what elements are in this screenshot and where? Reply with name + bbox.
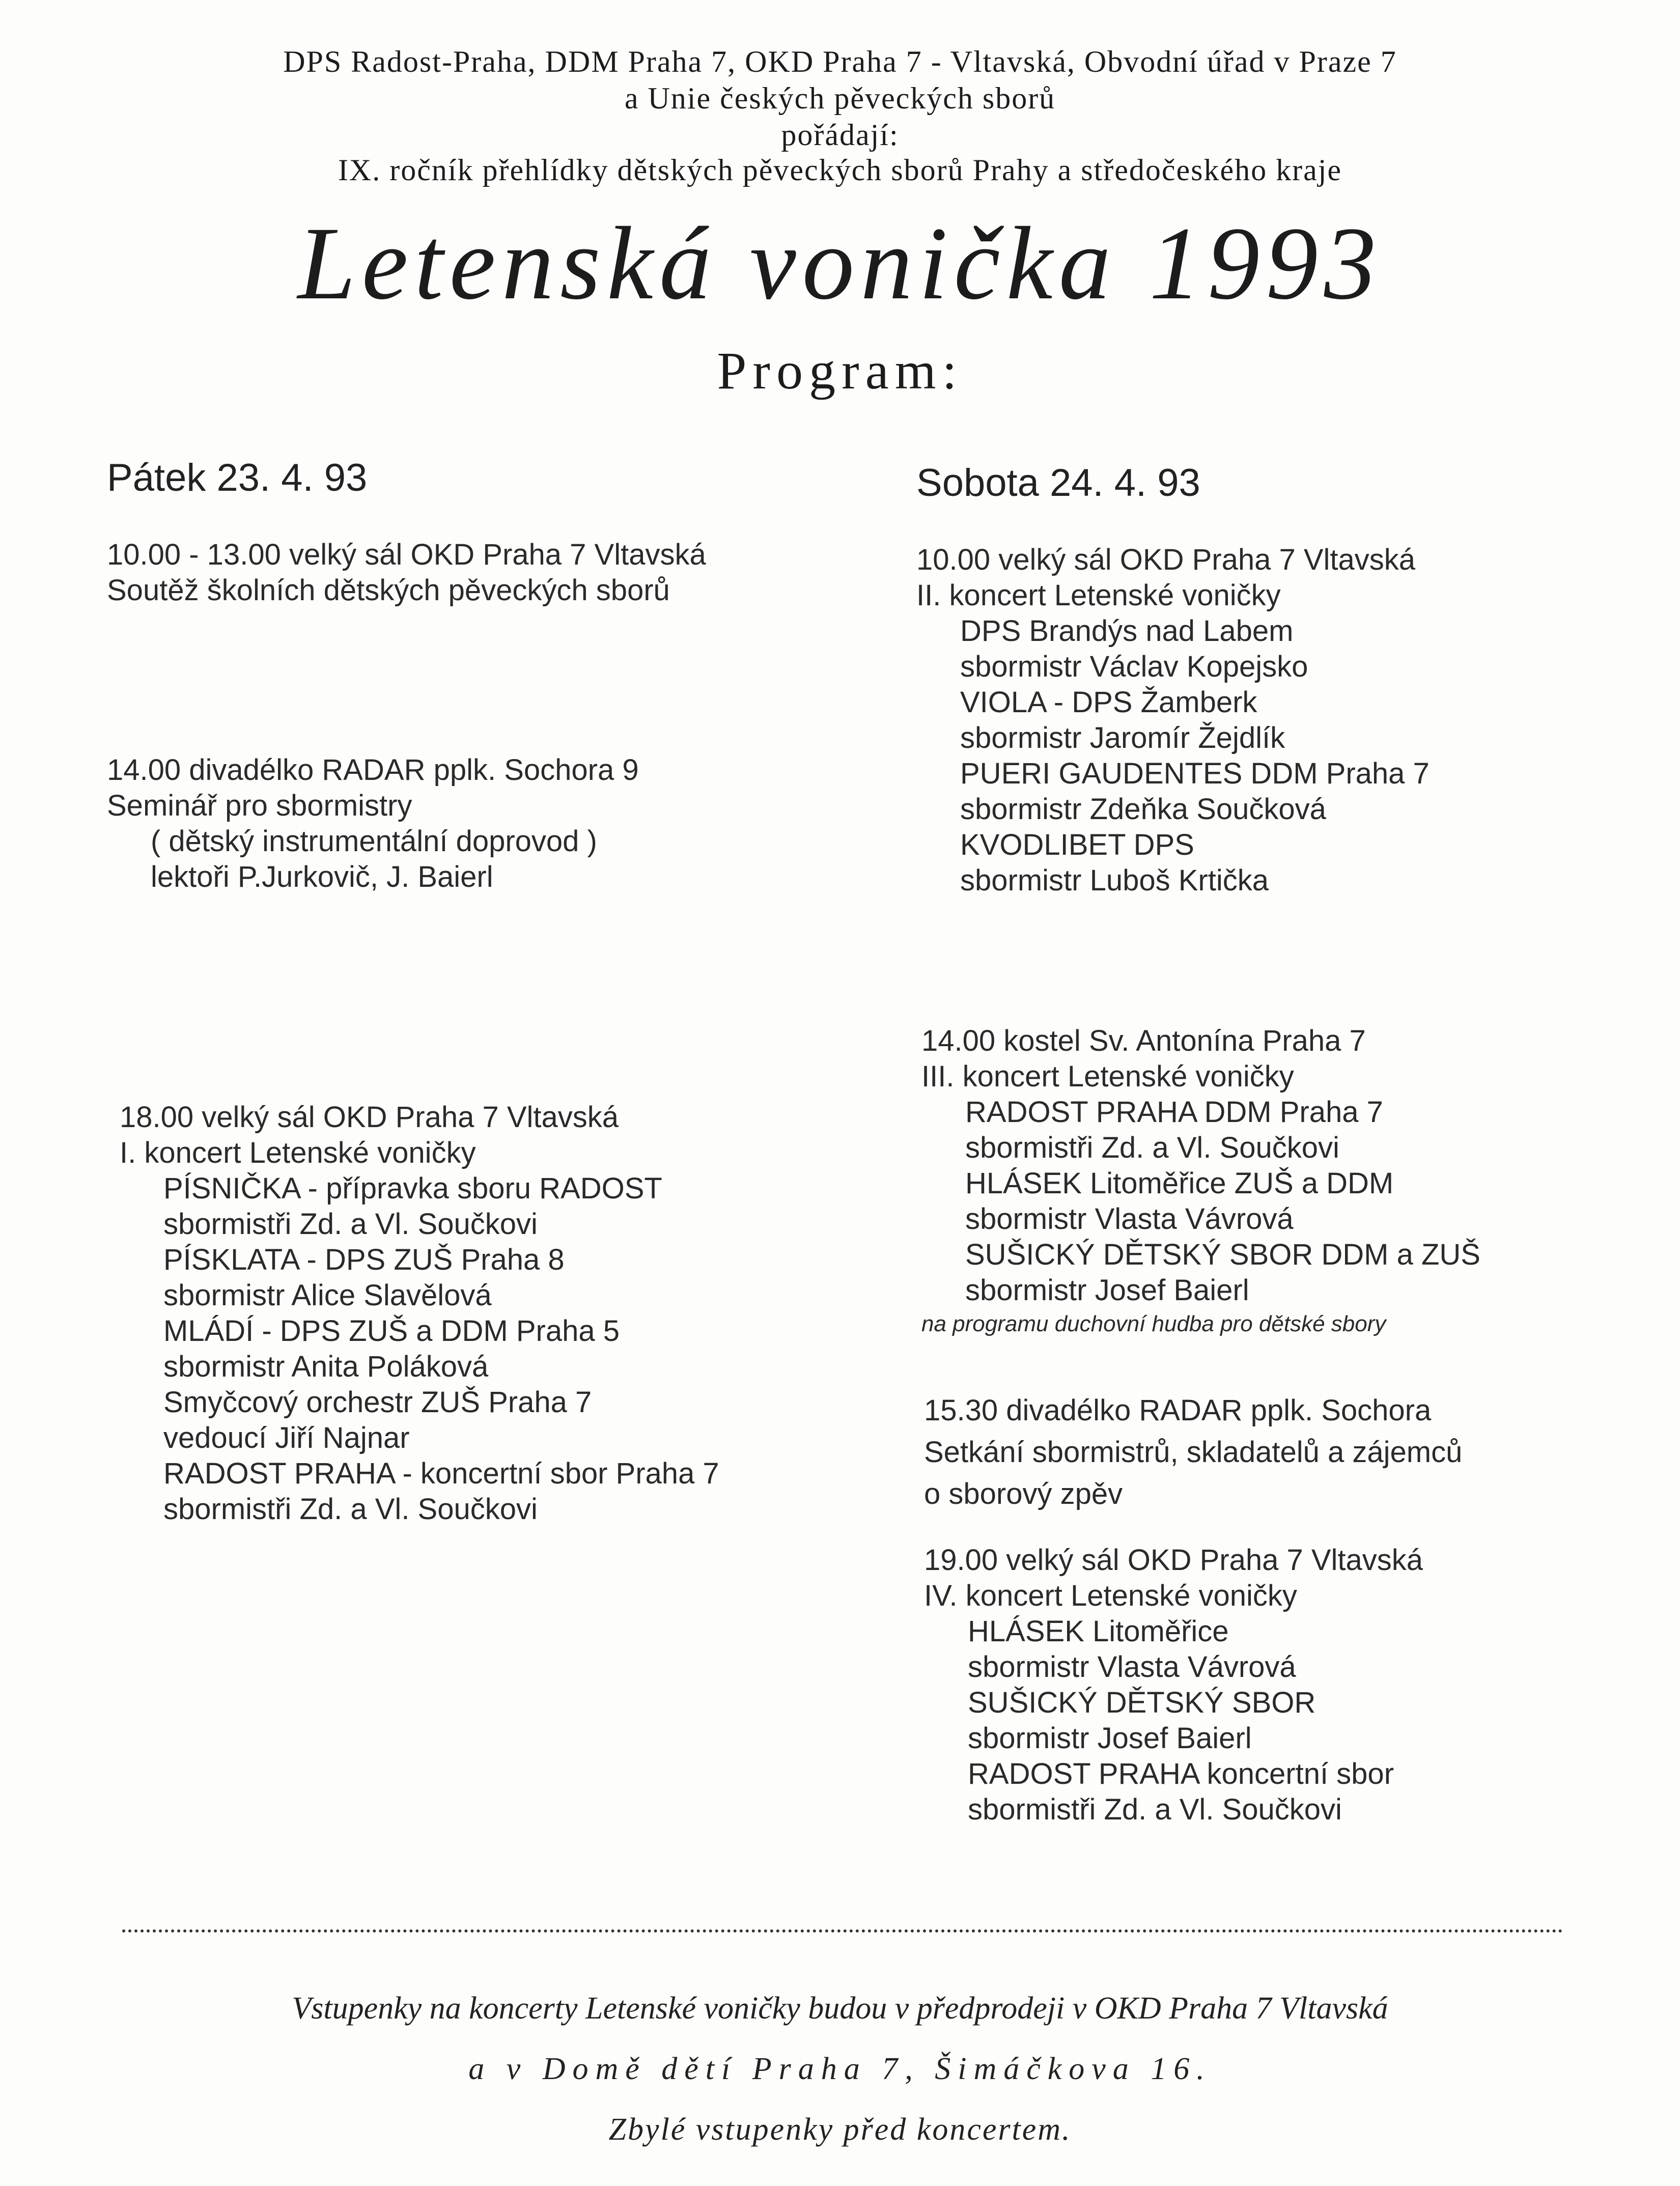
page-title: Letenská vonička 1993 xyxy=(297,206,1383,321)
saturday-concert-4 xyxy=(924,1543,1423,1828)
dotted-divider xyxy=(122,1929,1563,1932)
organizers-line: DPS Radost-Praha, DDM Praha 7, OKD Praha 7 - Vltavská, Obvodní úřad v Praze 7 xyxy=(283,45,1397,78)
ticket-info-line: Vstupenky na koncerty Letenské voničky budou v předprodeji v OKD Praha 7 Vltavská xyxy=(292,1991,1388,2026)
performer-line: sbormistr Josef Baierl xyxy=(968,1722,1252,1755)
performer-line: sbormistři Zd. a Vl. Součkovi xyxy=(163,1493,538,1526)
friday-competition xyxy=(107,537,706,608)
event-time-place: 10.00 - 13.00 velký sál OKD Praha 7 Vltavská xyxy=(107,538,706,571)
event-time-place: 10.00 velký sál OKD Praha 7 Vltavská xyxy=(916,543,1416,576)
performer-line: HLÁSEK Litoměřice xyxy=(968,1615,1229,1648)
organizers-verb: pořádají: xyxy=(781,118,899,152)
performer-line: KVODLIBET DPS xyxy=(960,828,1194,861)
event-time-place: 14.00 kostel Sv. Antonína Praha 7 xyxy=(921,1024,1366,1057)
edition-line: IX. ročník přehlídky dětských pěveckých sborů Prahy a středočeského kraje xyxy=(338,153,1342,187)
performer-line: sbormistr Jaromír Žejdlík xyxy=(960,721,1285,754)
performer-line: VIOLA - DPS Žamberk xyxy=(960,686,1257,719)
saturday-heading: Sobota 24. 4. 93 xyxy=(916,461,1200,505)
program-label: Program: xyxy=(717,342,963,400)
event-title: Seminář pro sbormistry xyxy=(107,789,412,822)
performer-line: RADOST PRAHA - koncertní sbor Praha 7 xyxy=(163,1457,719,1490)
event-time-place: 14.00 divadélko RADAR pplk. Sochora 9 xyxy=(107,753,639,787)
event-title: Setkání sbormistrů, skladatelů a zájemců xyxy=(924,1436,1463,1469)
saturday-meeting xyxy=(924,1390,1462,1515)
performer-line: HLÁSEK Litoměřice ZUŠ a DDM xyxy=(965,1167,1394,1200)
saturday-concert-2 xyxy=(916,542,1430,899)
seminar-topic: ( dětský instrumentální doprovod ) xyxy=(151,825,597,858)
performer-line: sbormistr Anita Poláková xyxy=(163,1350,489,1383)
performer-line: sbormistr Václav Kopejsko xyxy=(960,650,1308,683)
performer-line: PÍSKLATA - DPS ZUŠ Praha 8 xyxy=(163,1243,565,1276)
performer-line: SUŠICKÝ DĚTSKÝ SBOR DDM a ZUŠ xyxy=(965,1238,1480,1271)
performer-line: RADOST PRAHA DDM Praha 7 xyxy=(965,1096,1383,1129)
performer-line: sbormistři Zd. a Vl. Součkovi xyxy=(163,1208,538,1241)
performer-line: PUERI GAUDENTES DDM Praha 7 xyxy=(960,757,1430,790)
friday-concert-1 xyxy=(120,1100,719,1527)
event-time-place: 18.00 velký sál OKD Praha 7 Vltavská xyxy=(120,1101,619,1134)
friday-heading: Pátek 23. 4. 93 xyxy=(107,456,368,499)
seminar-lecturers: lektoři P.Jurkovič, J. Baierl xyxy=(151,860,493,893)
performer-line: vedoucí Jiří Najnar xyxy=(163,1421,410,1454)
event-time-place: 19.00 velký sál OKD Praha 7 Vltavská xyxy=(924,1544,1423,1577)
performer-line: sbormistři Zd. a Vl. Součkovi xyxy=(968,1793,1342,1826)
performer-line: sbormistři Zd. a Vl. Součkovi xyxy=(965,1131,1339,1164)
ticket-info-line: Zbylé vstupenky před koncertem. xyxy=(608,2112,1072,2147)
organizers-line-2: a Unie českých pěveckých sborů xyxy=(624,81,1056,115)
event-title: II. koncert Letenské voničky xyxy=(916,579,1281,612)
friday-seminar xyxy=(107,752,639,895)
performer-line: PÍSNIČKA - přípravka sboru RADOST xyxy=(163,1172,662,1205)
saturday-concert-3 xyxy=(921,1023,1480,1340)
ticket-info xyxy=(0,1991,1680,2172)
performer-line: RADOST PRAHA koncertní sbor xyxy=(968,1757,1394,1790)
performer-line: sbormistr Vlasta Vávrová xyxy=(968,1650,1296,1684)
event-title: Soutěž školních dětských pěveckých sborů xyxy=(107,574,670,607)
event-time-place: 15.30 divadélko RADAR pplk. Sochora xyxy=(924,1394,1432,1427)
performer-line: DPS Brandýs nad Labem xyxy=(960,614,1294,648)
performer-line: MLÁDÍ - DPS ZUŠ a DDM Praha 5 xyxy=(163,1314,620,1348)
program-note: na programu duchovní hudba pro dětské sbory xyxy=(921,1311,1386,1336)
performer-line: Smyčcový orchestr ZUŠ Praha 7 xyxy=(163,1386,592,1419)
performer-line: sbormistr Alice Slavělová xyxy=(163,1279,492,1312)
performer-line: SUŠICKÝ DĚTSKÝ SBOR xyxy=(968,1686,1316,1719)
event-title-continued: o sborový zpěv xyxy=(924,1477,1123,1510)
performer-line: sbormistr Vlasta Vávrová xyxy=(965,1202,1294,1236)
event-title: IV. koncert Letenské voničky xyxy=(924,1579,1297,1612)
event-title: I. koncert Letenské voničky xyxy=(120,1136,476,1169)
page-header xyxy=(0,43,1680,401)
performer-line: sbormistr Josef Baierl xyxy=(965,1274,1249,1307)
ticket-info-line: a v Domě dětí Praha 7, Šimáčkova 16. xyxy=(468,2052,1212,2086)
event-title: III. koncert Letenské voničky xyxy=(921,1060,1294,1093)
performer-line: sbormistr Luboš Krtička xyxy=(960,864,1269,897)
performer-line: sbormistr Zdeňka Součková xyxy=(960,793,1326,826)
